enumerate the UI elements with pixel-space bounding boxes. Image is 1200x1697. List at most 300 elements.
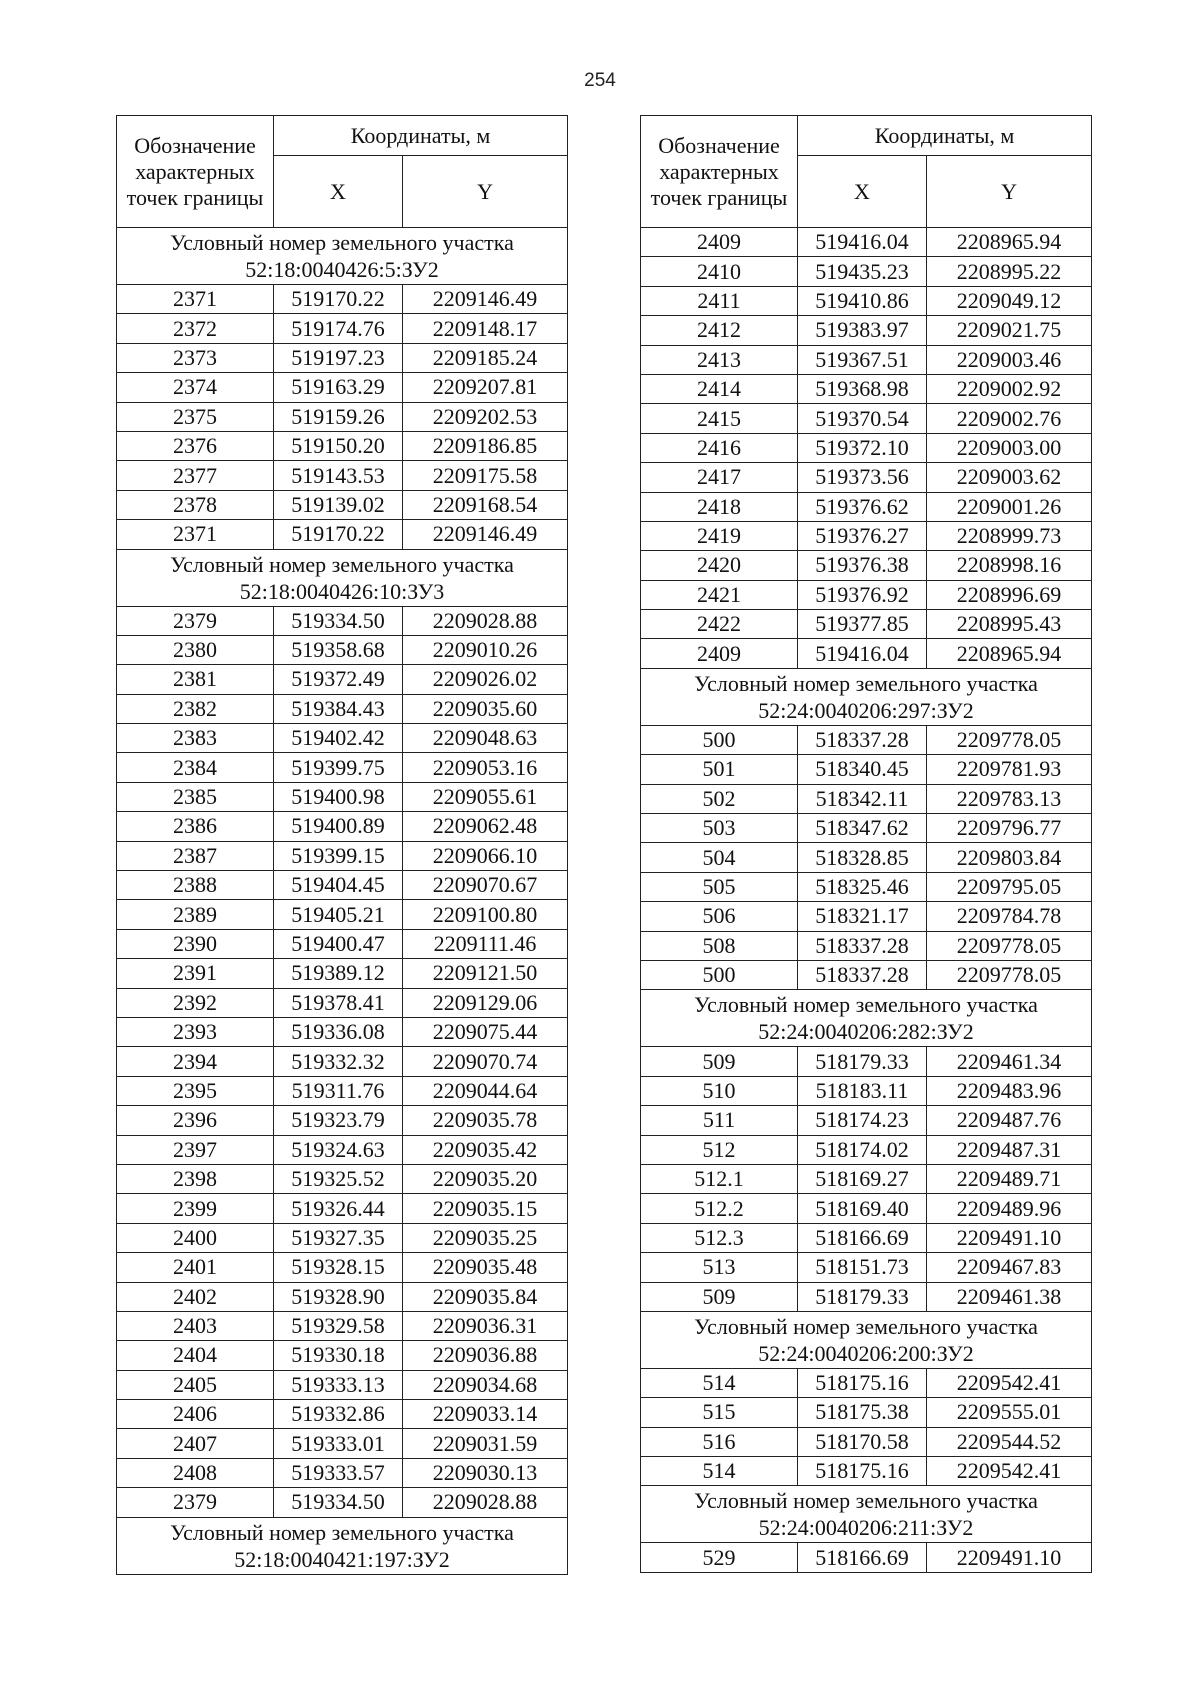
x-coordinate-cell: 519399.15 <box>274 841 403 870</box>
x-coordinate-cell: 519384.43 <box>274 694 403 723</box>
y-coordinate-cell: 2209003.62 <box>927 463 1092 492</box>
point-number-cell: 2377 <box>117 461 274 490</box>
x-coordinate-cell: 518174.23 <box>798 1106 927 1135</box>
y-coordinate-cell: 2209778.05 <box>927 725 1092 754</box>
point-number-cell: 503 <box>641 814 798 843</box>
table-row <box>641 374 1092 403</box>
y-coordinate-cell: 2209542.41 <box>927 1457 1092 1486</box>
parcel-number: 52:24:0040206:297:ЗУ2 <box>758 697 974 723</box>
x-coordinate-cell: 518183.11 <box>798 1076 927 1105</box>
table-row <box>117 1488 568 1517</box>
y-coordinate-cell: 2209033.14 <box>403 1400 568 1429</box>
parcel-header-row <box>117 228 568 285</box>
parcel-header-row <box>641 668 1092 725</box>
y-coordinate-cell: 2209036.88 <box>403 1341 568 1370</box>
table-row <box>641 931 1092 960</box>
x-coordinate-cell: 519372.10 <box>798 433 927 462</box>
x-coordinate-cell: 519334.50 <box>274 606 403 635</box>
y-coordinate-cell: 2208996.69 <box>927 580 1092 609</box>
x-coordinate-cell: 518175.16 <box>798 1457 927 1486</box>
coordinates-header: Координаты, м <box>798 116 1092 156</box>
point-number-cell: 512.1 <box>641 1164 798 1193</box>
table-row <box>117 285 568 314</box>
table-row <box>117 782 568 811</box>
point-number-cell: 514 <box>641 1368 798 1397</box>
table-row <box>117 988 568 1017</box>
parcel-label: Условный номер земельного участка <box>694 670 1038 696</box>
point-number-cell: 2408 <box>117 1458 274 1487</box>
point-number-cell: 2385 <box>117 782 274 811</box>
x-coordinate-cell: 519159.26 <box>274 402 403 431</box>
table-row <box>117 606 568 635</box>
y-coordinate-cell: 2209489.71 <box>927 1164 1092 1193</box>
parcel-label: Условный номер земельного участка <box>170 551 514 577</box>
x-coordinate-cell: 519325.52 <box>274 1164 403 1193</box>
x-coordinate-cell: 519373.56 <box>798 463 927 492</box>
table-header <box>641 116 1092 228</box>
point-number-cell: 2410 <box>641 257 798 286</box>
y-coordinate-cell: 2209010.26 <box>403 635 568 664</box>
point-number-cell: 509 <box>641 1047 798 1076</box>
x-coordinate-cell: 518328.85 <box>798 843 927 872</box>
y-coordinate-cell: 2209036.31 <box>403 1311 568 1340</box>
point-number-cell: 510 <box>641 1076 798 1105</box>
x-coordinate-cell: 518179.33 <box>798 1047 927 1076</box>
table-row <box>641 404 1092 433</box>
point-number-cell: 2387 <box>117 841 274 870</box>
point-number-cell: 2416 <box>641 433 798 462</box>
y-coordinate-cell: 2209803.84 <box>927 843 1092 872</box>
table-row <box>117 1106 568 1135</box>
y-coordinate-cell: 2209783.13 <box>927 784 1092 813</box>
table-row <box>641 814 1092 843</box>
x-coordinate-cell: 519334.50 <box>274 1488 403 1517</box>
point-number-cell: 515 <box>641 1398 798 1427</box>
point-number-cell: 2386 <box>117 812 274 841</box>
point-number-cell: 2418 <box>641 492 798 521</box>
x-coordinate-cell: 519377.85 <box>798 610 927 639</box>
table-row <box>641 316 1092 345</box>
y-coordinate-cell: 2209035.78 <box>403 1106 568 1135</box>
point-number-cell: 2392 <box>117 988 274 1017</box>
point-number-cell: 2411 <box>641 286 798 315</box>
x-coordinate-cell: 518170.58 <box>798 1427 927 1456</box>
point-number-cell: 2419 <box>641 521 798 550</box>
x-coordinate-cell: 519376.38 <box>798 551 927 580</box>
x-coordinate-cell: 519383.97 <box>798 316 927 345</box>
y-coordinate-cell: 2209487.76 <box>927 1106 1092 1135</box>
table-row <box>117 1341 568 1370</box>
y-coordinate-cell: 2209207.81 <box>403 373 568 402</box>
coordinates-header: Координаты, м <box>274 116 568 156</box>
parcel-header-row <box>641 1486 1092 1543</box>
point-number-cell: 501 <box>641 755 798 784</box>
point-number-cell: 509 <box>641 1282 798 1311</box>
point-number-cell: 2421 <box>641 580 798 609</box>
table-row <box>117 753 568 782</box>
y-coordinate-cell: 2209035.15 <box>403 1194 568 1223</box>
point-number-cell: 2393 <box>117 1017 274 1046</box>
table-row <box>117 1223 568 1252</box>
point-number-cell: 2371 <box>117 520 274 549</box>
table-row <box>641 1106 1092 1135</box>
coordinates-table-left <box>116 115 568 1575</box>
y-coordinate-cell: 2209028.88 <box>403 1488 568 1517</box>
x-coordinate-cell: 519372.49 <box>274 665 403 694</box>
table-row <box>117 1370 568 1399</box>
y-coordinate-cell: 2209035.84 <box>403 1282 568 1311</box>
y-coordinate-cell: 2209146.49 <box>403 285 568 314</box>
parcel-header-row <box>641 1311 1092 1368</box>
y-coordinate-cell: 2209168.54 <box>403 490 568 519</box>
table-row <box>641 257 1092 286</box>
table-row <box>641 1223 1092 1252</box>
parcel-number: 52:18:0040421:197:ЗУ2 <box>234 1546 450 1572</box>
table-row <box>117 871 568 900</box>
table-row <box>641 228 1092 257</box>
parcel-label: Условный номер земельного участка <box>170 230 514 255</box>
table-row <box>117 959 568 988</box>
table-row <box>117 929 568 958</box>
table-row <box>117 1282 568 1311</box>
point-number-cell: 506 <box>641 902 798 931</box>
y-column-header: Y <box>927 156 1092 228</box>
point-number-cell: 2405 <box>117 1370 274 1399</box>
y-coordinate-cell: 2208999.73 <box>927 521 1092 550</box>
point-number-cell: 2413 <box>641 345 798 374</box>
table-row <box>641 1194 1092 1223</box>
x-coordinate-cell: 519416.04 <box>798 639 927 668</box>
table-row <box>641 610 1092 639</box>
x-coordinate-cell: 519328.15 <box>274 1253 403 1282</box>
y-coordinate-cell: 2209467.83 <box>927 1253 1092 1282</box>
x-coordinate-cell: 519327.35 <box>274 1223 403 1252</box>
x-coordinate-cell: 518325.46 <box>798 872 927 901</box>
y-coordinate-cell: 2209001.26 <box>927 492 1092 521</box>
point-number-cell: 508 <box>641 931 798 960</box>
x-coordinate-cell: 518347.62 <box>798 814 927 843</box>
x-coordinate-cell: 519358.68 <box>274 635 403 664</box>
point-number-cell: 2402 <box>117 1282 274 1311</box>
y-coordinate-cell: 2209003.46 <box>927 345 1092 374</box>
point-number-cell: 2379 <box>117 606 274 635</box>
y-coordinate-cell: 2209044.64 <box>403 1076 568 1105</box>
x-coordinate-cell: 519174.76 <box>274 314 403 343</box>
parcel-header-cell <box>117 549 568 606</box>
x-coordinate-cell: 519402.42 <box>274 724 403 753</box>
x-coordinate-cell: 519416.04 <box>798 228 927 257</box>
table-row <box>117 1047 568 1076</box>
x-coordinate-cell: 518174.02 <box>798 1135 927 1164</box>
x-coordinate-cell: 519399.75 <box>274 753 403 782</box>
y-coordinate-cell: 2208965.94 <box>927 228 1092 257</box>
table-body <box>641 228 1092 1573</box>
table-row <box>117 841 568 870</box>
point-number-cell: 511 <box>641 1106 798 1135</box>
table-row <box>641 521 1092 550</box>
x-coordinate-cell: 519332.86 <box>274 1400 403 1429</box>
table-row <box>641 1427 1092 1456</box>
point-number-cell: 2415 <box>641 404 798 433</box>
x-coordinate-cell: 519333.01 <box>274 1429 403 1458</box>
table-row <box>117 490 568 519</box>
parcel-label: Условный номер земельного участка <box>694 992 1038 1018</box>
table-row <box>641 1047 1092 1076</box>
table-row <box>641 725 1092 754</box>
y-coordinate-cell: 2209003.00 <box>927 433 1092 462</box>
point-number-cell: 512.3 <box>641 1223 798 1252</box>
point-number-cell: 2417 <box>641 463 798 492</box>
x-coordinate-cell: 519170.22 <box>274 285 403 314</box>
x-coordinate-cell: 519400.47 <box>274 929 403 958</box>
point-number-cell: 512 <box>641 1135 798 1164</box>
point-number-cell: 2379 <box>117 1488 274 1517</box>
y-coordinate-cell: 2209002.92 <box>927 374 1092 403</box>
point-number-cell: 2420 <box>641 551 798 580</box>
table-row <box>117 343 568 372</box>
point-number-cell: 514 <box>641 1457 798 1486</box>
parcel-header-cell <box>117 228 568 285</box>
y-coordinate-cell: 2209030.13 <box>403 1458 568 1487</box>
y-coordinate-cell: 2209148.17 <box>403 314 568 343</box>
point-number-cell: 2395 <box>117 1076 274 1105</box>
point-number-cell: 2374 <box>117 373 274 402</box>
point-number-cell: 2390 <box>117 929 274 958</box>
table-row <box>117 520 568 549</box>
point-number-cell: 2376 <box>117 431 274 460</box>
x-coordinate-cell: 518342.11 <box>798 784 927 813</box>
table-row <box>117 1253 568 1282</box>
page-number: 254 <box>584 70 616 91</box>
table-row <box>117 1076 568 1105</box>
table-row <box>641 843 1092 872</box>
y-coordinate-cell: 2209795.05 <box>927 872 1092 901</box>
parcel-number: 52:18:0040426:5:ЗУ2 <box>245 257 439 282</box>
y-coordinate-cell: 2209461.38 <box>927 1282 1092 1311</box>
point-number-cell: 502 <box>641 784 798 813</box>
table-row <box>117 1017 568 1046</box>
x-coordinate-cell: 519323.79 <box>274 1106 403 1135</box>
y-coordinate-cell: 2209202.53 <box>403 402 568 431</box>
y-coordinate-cell: 2209070.74 <box>403 1047 568 1076</box>
parcel-label: Условный номер земельного участка <box>170 1519 514 1545</box>
table-row <box>641 1368 1092 1397</box>
point-designation-header: Обозначение характерных точек границы <box>641 116 798 228</box>
point-number-cell: 2391 <box>117 959 274 988</box>
y-coordinate-cell: 2209796.77 <box>927 814 1092 843</box>
table-row <box>641 1076 1092 1105</box>
table-row <box>641 286 1092 315</box>
point-number-cell: 513 <box>641 1253 798 1282</box>
y-coordinate-cell: 2209035.20 <box>403 1164 568 1193</box>
point-number-cell: 2381 <box>117 665 274 694</box>
y-coordinate-cell: 2209186.85 <box>403 431 568 460</box>
point-number-cell: 2382 <box>117 694 274 723</box>
parcel-header-cell <box>641 1486 1092 1543</box>
point-number-cell: 512.2 <box>641 1194 798 1223</box>
y-coordinate-cell: 2209021.75 <box>927 316 1092 345</box>
table-row <box>641 1398 1092 1427</box>
table-row <box>641 492 1092 521</box>
point-number-cell: 2378 <box>117 490 274 519</box>
table-row <box>117 1194 568 1223</box>
table-row <box>641 1253 1092 1282</box>
table-row <box>117 812 568 841</box>
y-coordinate-cell: 2209055.61 <box>403 782 568 811</box>
x-coordinate-cell: 519333.13 <box>274 1370 403 1399</box>
point-number-cell: 2401 <box>117 1253 274 1282</box>
parcel-header-row <box>117 1517 568 1574</box>
table-row <box>641 580 1092 609</box>
table-row <box>641 1543 1092 1572</box>
table-row <box>641 902 1092 931</box>
x-coordinate-cell: 519197.23 <box>274 343 403 372</box>
y-coordinate-cell: 2209031.59 <box>403 1429 568 1458</box>
point-number-cell: 500 <box>641 960 798 989</box>
y-coordinate-cell: 2209778.05 <box>927 931 1092 960</box>
x-coordinate-cell: 519400.98 <box>274 782 403 811</box>
point-number-cell: 2371 <box>117 285 274 314</box>
point-number-cell: 2414 <box>641 374 798 403</box>
parcel-header-cell <box>641 990 1092 1047</box>
x-coordinate-cell: 519311.76 <box>274 1076 403 1105</box>
parcel-header-row <box>641 990 1092 1047</box>
table-row <box>641 463 1092 492</box>
point-number-cell: 2399 <box>117 1194 274 1223</box>
x-coordinate-cell: 518179.33 <box>798 1282 927 1311</box>
y-coordinate-cell: 2209491.10 <box>927 1223 1092 1252</box>
x-coordinate-cell: 518166.69 <box>798 1223 927 1252</box>
parcel-label: Условный номер земельного участка <box>694 1313 1038 1339</box>
table-row <box>641 1164 1092 1193</box>
y-coordinate-cell: 2208998.16 <box>927 551 1092 580</box>
table-row <box>641 960 1092 989</box>
coordinates-table-right <box>640 115 1092 1573</box>
y-coordinate-cell: 2209778.05 <box>927 960 1092 989</box>
x-coordinate-cell: 518169.27 <box>798 1164 927 1193</box>
y-coordinate-cell: 2209026.02 <box>403 665 568 694</box>
y-coordinate-cell: 2209121.50 <box>403 959 568 988</box>
point-designation-header: Обозначение характерных точек границы <box>117 116 274 228</box>
table-row <box>117 900 568 929</box>
y-coordinate-cell: 2209784.78 <box>927 902 1092 931</box>
table-row <box>117 431 568 460</box>
table-row <box>641 755 1092 784</box>
parcel-header-row <box>117 549 568 606</box>
x-coordinate-cell: 518337.28 <box>798 960 927 989</box>
point-number-cell: 2380 <box>117 635 274 664</box>
y-coordinate-cell: 2209489.96 <box>927 1194 1092 1223</box>
table-row <box>117 1429 568 1458</box>
x-coordinate-cell: 519410.86 <box>798 286 927 315</box>
y-coordinate-cell: 2209066.10 <box>403 841 568 870</box>
y-coordinate-cell: 2209146.49 <box>403 520 568 549</box>
y-coordinate-cell: 2209781.93 <box>927 755 1092 784</box>
table-row <box>117 635 568 664</box>
point-number-cell: 2389 <box>117 900 274 929</box>
point-number-cell: 2373 <box>117 343 274 372</box>
x-coordinate-cell: 519330.18 <box>274 1341 403 1370</box>
x-coordinate-cell: 518337.28 <box>798 725 927 754</box>
point-number-cell: 2396 <box>117 1106 274 1135</box>
table-row <box>117 1311 568 1340</box>
x-coordinate-cell: 519367.51 <box>798 345 927 374</box>
x-column-header: X <box>798 156 927 228</box>
y-coordinate-cell: 2209491.10 <box>927 1543 1092 1572</box>
y-coordinate-cell: 2209544.52 <box>927 1427 1092 1456</box>
x-coordinate-cell: 519139.02 <box>274 490 403 519</box>
x-coordinate-cell: 518340.45 <box>798 755 927 784</box>
x-coordinate-cell: 518166.69 <box>798 1543 927 1572</box>
table-row <box>641 551 1092 580</box>
y-coordinate-cell: 2209035.25 <box>403 1223 568 1252</box>
point-number-cell: 2406 <box>117 1400 274 1429</box>
y-coordinate-cell: 2209053.16 <box>403 753 568 782</box>
x-coordinate-cell: 519324.63 <box>274 1135 403 1164</box>
y-column-header: Y <box>403 156 568 228</box>
y-coordinate-cell: 2208995.43 <box>927 610 1092 639</box>
y-coordinate-cell: 2209049.12 <box>927 286 1092 315</box>
x-column-header: X <box>274 156 403 228</box>
parcel-number: 52:24:0040206:200:ЗУ2 <box>758 1340 974 1366</box>
y-coordinate-cell: 2209035.48 <box>403 1253 568 1282</box>
table-row <box>117 1135 568 1164</box>
table-row <box>117 461 568 490</box>
point-number-cell: 2422 <box>641 610 798 639</box>
table-row <box>641 345 1092 374</box>
y-coordinate-cell: 2209185.24 <box>403 343 568 372</box>
x-coordinate-cell: 519163.29 <box>274 373 403 402</box>
parcel-label: Условный номер земельного участка <box>694 1488 1038 1514</box>
y-coordinate-cell: 2209028.88 <box>403 606 568 635</box>
table-row <box>117 402 568 431</box>
y-coordinate-cell: 2209487.31 <box>927 1135 1092 1164</box>
x-coordinate-cell: 518175.38 <box>798 1398 927 1427</box>
x-coordinate-cell: 519435.23 <box>798 257 927 286</box>
table-row <box>117 1458 568 1487</box>
y-coordinate-cell: 2209070.67 <box>403 871 568 900</box>
x-coordinate-cell: 519376.92 <box>798 580 927 609</box>
point-number-cell: 2397 <box>117 1135 274 1164</box>
point-number-cell: 2409 <box>641 228 798 257</box>
x-coordinate-cell: 518169.40 <box>798 1194 927 1223</box>
parcel-header-cell <box>641 668 1092 725</box>
table-row <box>117 665 568 694</box>
table-row <box>641 872 1092 901</box>
point-number-cell: 504 <box>641 843 798 872</box>
x-coordinate-cell: 518175.16 <box>798 1368 927 1397</box>
point-number-cell: 2407 <box>117 1429 274 1458</box>
y-coordinate-cell: 2208965.94 <box>927 639 1092 668</box>
y-coordinate-cell: 2209129.06 <box>403 988 568 1017</box>
x-coordinate-cell: 519150.20 <box>274 431 403 460</box>
y-coordinate-cell: 2209035.60 <box>403 694 568 723</box>
x-coordinate-cell: 519328.90 <box>274 1282 403 1311</box>
x-coordinate-cell: 519404.45 <box>274 871 403 900</box>
table-row <box>117 373 568 402</box>
x-coordinate-cell: 519378.41 <box>274 988 403 1017</box>
parcel-number: 52:18:0040426:10:ЗУ3 <box>239 578 445 604</box>
x-coordinate-cell: 519376.62 <box>798 492 927 521</box>
y-coordinate-cell: 2209075.44 <box>403 1017 568 1046</box>
point-number-cell: 2384 <box>117 753 274 782</box>
parcel-number: 52:24:0040206:211:ЗУ2 <box>758 1515 974 1541</box>
table-body <box>117 228 568 1575</box>
y-coordinate-cell: 2208995.22 <box>927 257 1092 286</box>
x-coordinate-cell: 519143.53 <box>274 461 403 490</box>
point-number-cell: 500 <box>641 725 798 754</box>
table-row <box>117 724 568 753</box>
